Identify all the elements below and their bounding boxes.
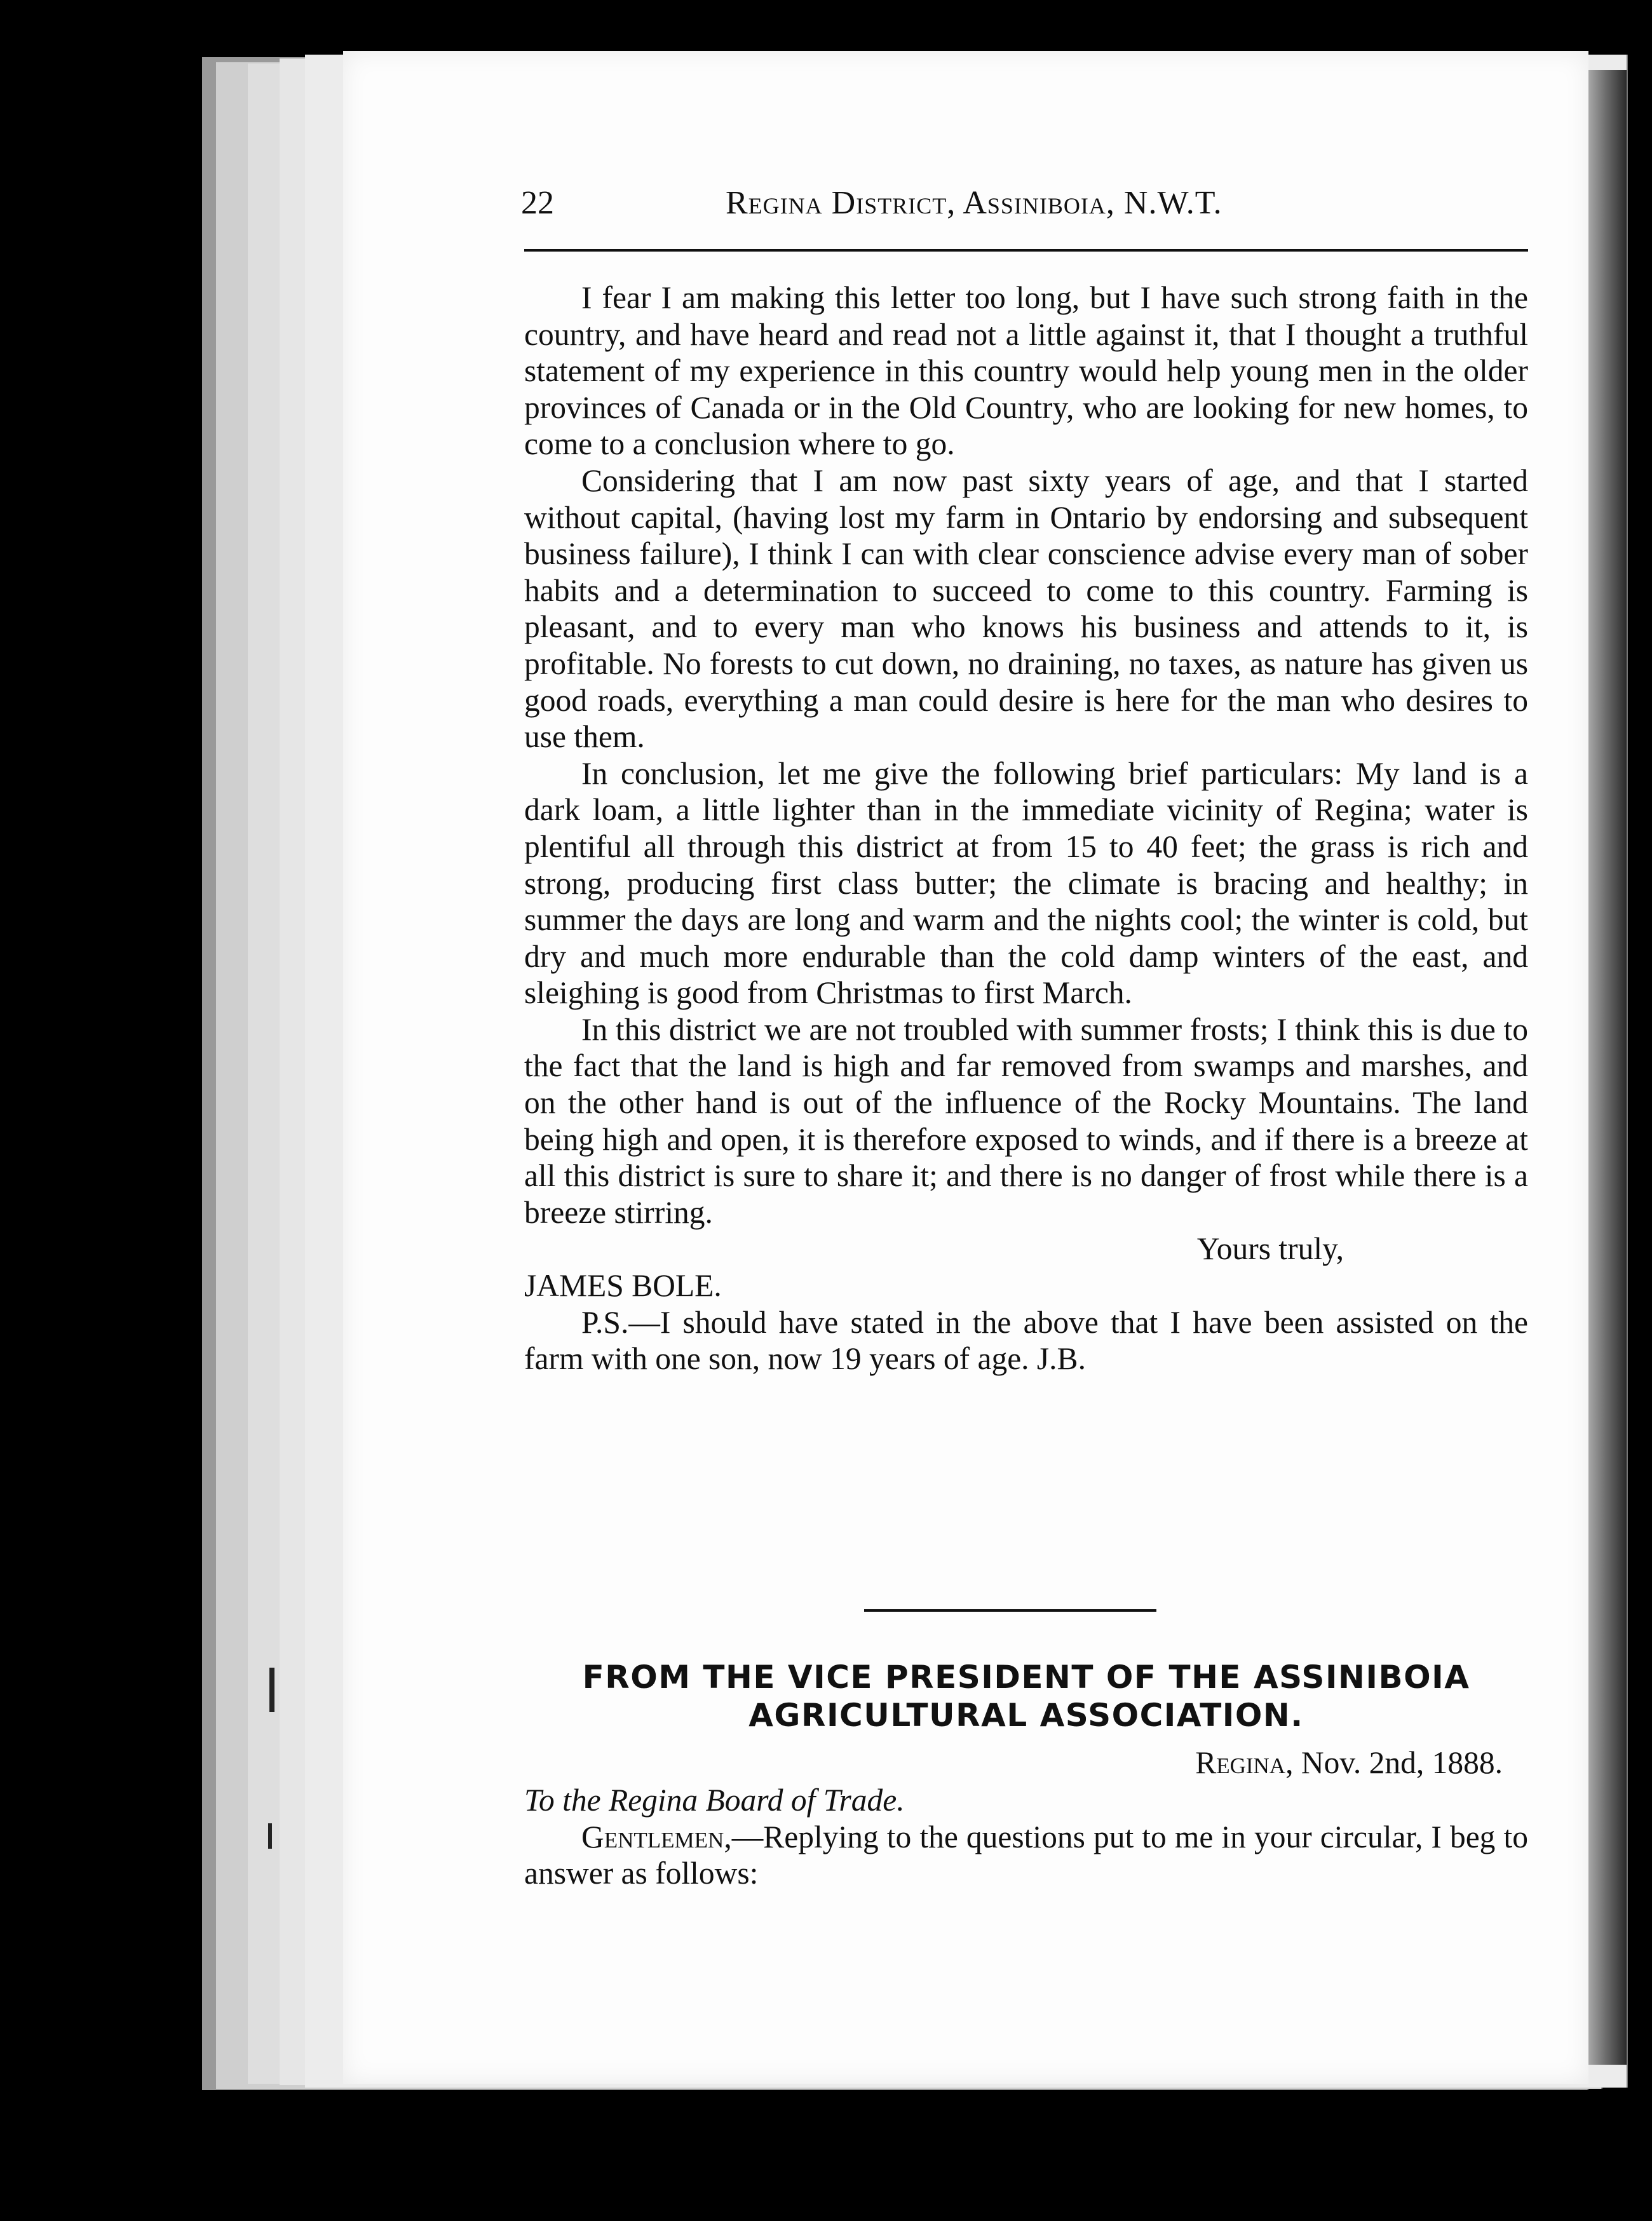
section-divider (864, 1609, 1156, 1612)
salutation: Gentlemen, (581, 1819, 732, 1854)
addressee: To the Regina Board of Trade. (524, 1783, 905, 1818)
margin-mark (268, 1823, 272, 1849)
opening-paragraph (524, 1819, 1528, 1892)
letter-paragraph: In conclusion, let me give the following brief particulars: My land is a dark loam, a little lighter than in the immediate vicinity of Regina; water is plentiful all through this district at from 15 to 40 feet; the grass is rich and strong, producing first class butter; the climate is bracing and healthy; in summer the days are long and warm and the nights cool; the winter is cold, but dry and much more endurable than the cold damp winters of the east, and sleighing is good from Christmas to first March. (524, 755, 1528, 1011)
letter-body (524, 280, 1528, 1377)
letter-paragraph: In this district we are not troubled with summer frosts; I think this is due to the fact that the land is high and far removed from swamps and marshes, and on the other hand is out of the influence of the Rocky Mountains. The land being high and open, it is therefore exposed to winds, and if there is a breeze at all this district is sure to share it; and there is no danger of frost while there is a breeze stirring. (524, 1011, 1528, 1230)
section-heading (518, 1658, 1534, 1734)
dateline-date: Nov. 2nd, 1888. (1301, 1745, 1503, 1780)
letter-signature: JAMES BOLE. (524, 1268, 722, 1304)
letter-closing: Yours truly, (1196, 1231, 1344, 1267)
letter-opening (524, 1782, 1528, 1892)
letter-paragraph: I fear I am making this letter too long, but I have such strong faith in the country, and have heard and read not a little against it, that I thought a truthful statement of my experience in this country would help young men in the older provinces of Canada or in the Old Country, who are looking for new homes, to come to a conclusion where to go. (524, 280, 1528, 462)
binding-shadow (1582, 70, 1627, 2065)
page-number: 22 (521, 185, 554, 221)
closing-line (524, 1231, 1528, 1267)
margin-mark (269, 1668, 274, 1712)
dateline-place: Regina, (1195, 1745, 1294, 1780)
section-heading-line: AGRICULTURAL ASSOCIATION. (748, 1697, 1304, 1734)
section-heading-line: FROM THE VICE PRESIDENT OF THE ASSINIBOIA (582, 1659, 1470, 1696)
page-header (521, 184, 1652, 229)
letter-paragraph: Considering that I am now past sixty years of age, and that I started without capital, (having lost my farm in Ontario by endorsing and subsequent business failure), I think I can with clear conscience advise every man of sober habits and a determination to succeed to come to this country. Farming is pleasant, and to every man who knows his business and attends to it, is profitable. No forests to cut down, no draining, no taxes, as nature has given us good roads, everything a man could desire is here for the man who desires to use them. (524, 462, 1528, 755)
running-head: Regina District, Assiniboia, N.W.T. (726, 185, 1222, 221)
book-page (343, 51, 1588, 2084)
letter-postscript: P.S.—I should have stated in the above that I have been assisted on the farm with one son, now 19 years of age. J.B. (524, 1304, 1528, 1377)
header-rule (524, 249, 1528, 252)
dateline (524, 1745, 1503, 1781)
opening-text: —Replying to the questions put to me in your circular, I beg to answer as follows: (524, 1819, 1528, 1891)
